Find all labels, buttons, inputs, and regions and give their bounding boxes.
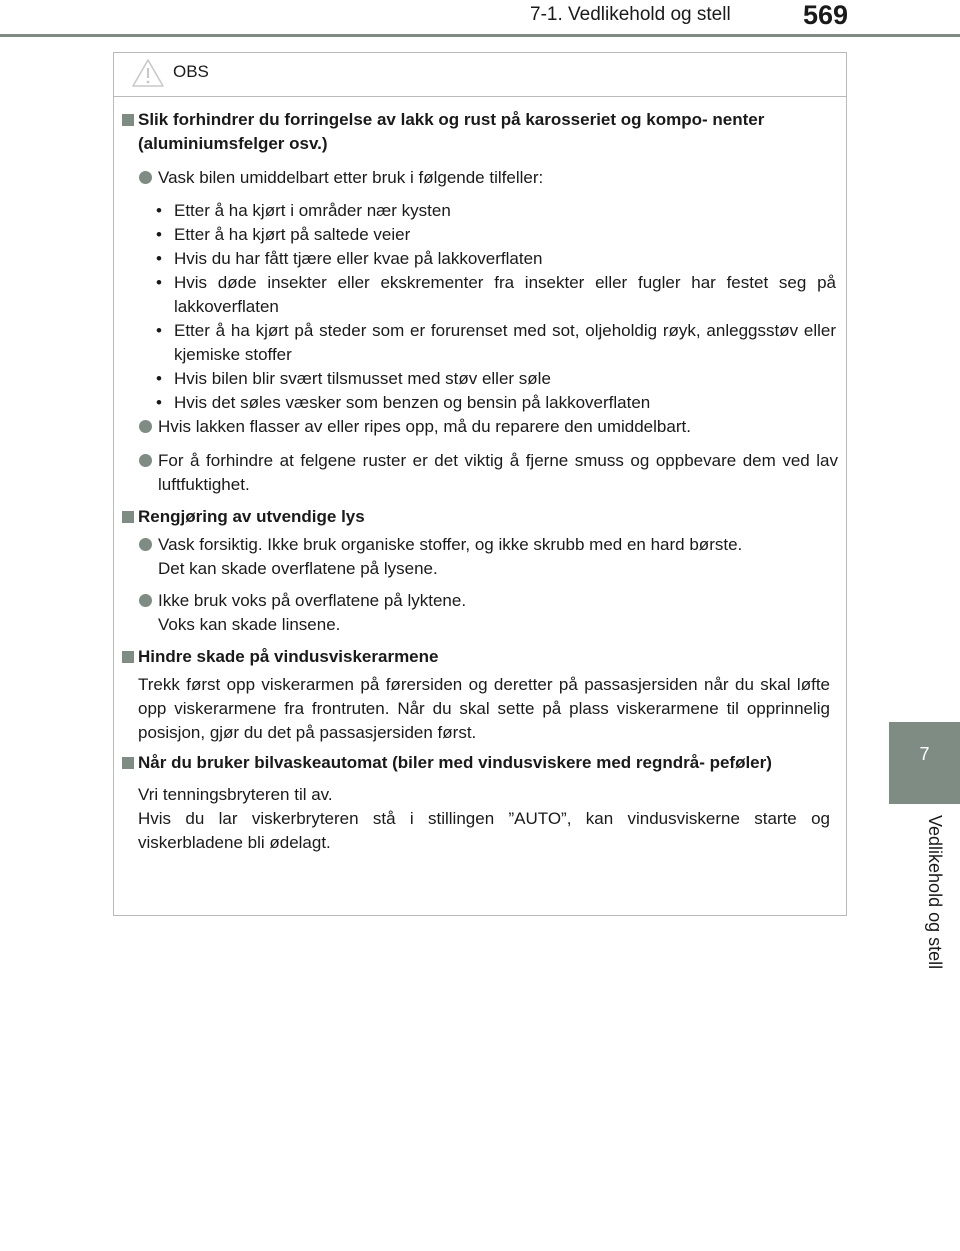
list-item: Vask forsiktig. Ikke bruk organiske stoffer, og ikke skrubb med en hard børste. Det kan skade overflatene på lysene.	[114, 533, 846, 581]
bullet-item: • Hvis døde insekter eller ekskrementer fra insekter eller fugler har festet seg på lakkoverflaten	[156, 273, 836, 316]
page-header	[0, 0, 960, 36]
page-number: 569	[803, 0, 849, 30]
round-bullet-icon	[139, 171, 152, 184]
bullet-item: • Etter å ha kjørt i områder nær kysten	[156, 201, 451, 220]
bullet-list	[114, 199, 846, 415]
round-bullet-icon	[139, 594, 152, 607]
bullet-item: • Hvis bilen blir svært tilsmusset med støv eller søle	[156, 369, 551, 388]
square-bullet-icon	[122, 651, 134, 663]
bullet-item: • Etter å ha kjørt på saltede veier	[156, 225, 411, 244]
section-heading: Rengjøring av utvendige lys	[114, 505, 846, 529]
square-bullet-icon	[122, 114, 134, 126]
section-heading: Når du bruker bilvaskeautomat (biler med vindusviskere med regndrå- peføler)	[114, 751, 846, 775]
list-item: Ikke bruk voks på overflatene på lyktene. Voks kan skade linsene.	[114, 589, 846, 637]
section-heading: Slik forhindrer du forringelse av lakk og rust på karosseriet og kompo- nenter (aluminiumsfelger osv.)	[114, 108, 846, 156]
list-item: For å forhindre at felgene ruster er det viktig å fjerne smuss og oppbevare dem ved lav luftfuktighet.	[114, 449, 846, 497]
round-bullet-icon	[139, 538, 152, 551]
notice-header	[114, 53, 846, 97]
warning-triangle-icon	[131, 58, 165, 88]
round-bullet-icon	[139, 420, 152, 433]
square-bullet-icon	[122, 757, 134, 769]
bullet-item: • Hvis det søles væsker som benzen og bensin på lakkoverflaten	[156, 393, 651, 412]
bullet-item: • Hvis du har fått tjære eller kvae på lakkoverflaten	[156, 249, 543, 268]
section-title: 7-1. Vedlikehold og stell	[530, 4, 731, 25]
header-rule	[0, 34, 960, 37]
chapter-number: 7	[919, 744, 930, 764]
notice-box	[113, 52, 847, 916]
list-item: Vask bilen umiddelbart etter bruk i følgende tilfeller:	[114, 166, 846, 190]
paragraph: Vri tenningsbryteren til av.	[138, 785, 333, 804]
chapter-tab	[889, 722, 960, 804]
round-bullet-icon	[139, 454, 152, 467]
list-item: Hvis lakken flasser av eller ripes opp, må du reparere den umiddelbart.	[114, 415, 846, 439]
notice-label: OBS	[173, 62, 209, 81]
paragraph: Trekk først opp viskerarmen på førersiden og deretter på passasjersiden når du skal løfte opp viskerarmene fra frontruten. Når du skal sette på plass viskerarmene til opprinnelig posisjon, gjør du det på passasjersiden først.	[138, 675, 830, 742]
notice-content	[114, 108, 846, 855]
paragraph: Hvis du lar viskerbryteren stå i stillingen ”AUTO”, kan vindusviskerne starte og viskerbladene bli ødelagt.	[138, 809, 830, 852]
chapter-label: Vedlikehold og stell	[925, 815, 945, 970]
bullet-item: • Etter å ha kjørt på steder som er forurenset med sot, oljeholdig røyk, anleggsstøv eller kjemiske stoffer	[156, 321, 836, 364]
section-heading: Hindre skade på vindusviskerarmene	[114, 645, 846, 669]
square-bullet-icon	[122, 511, 134, 523]
